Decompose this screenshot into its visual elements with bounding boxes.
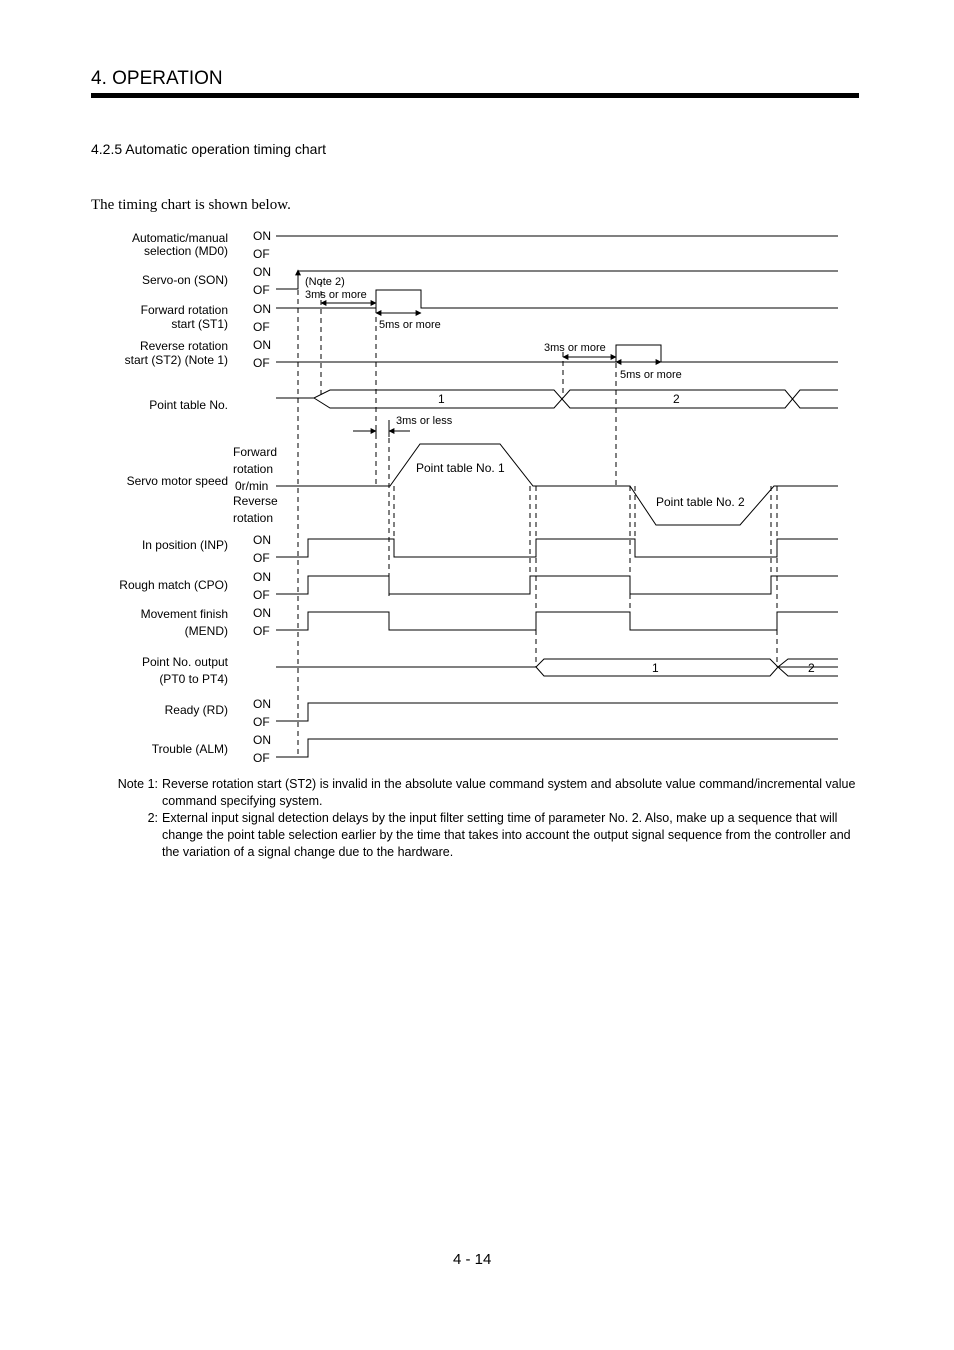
label-mend-line1: Movement finish xyxy=(140,607,228,621)
point-output-value-2: 2 xyxy=(808,661,815,675)
waveform-son xyxy=(276,271,838,289)
timing-3ms-less: 3ms or less xyxy=(396,415,453,427)
point-table-value-1: 1 xyxy=(438,392,445,406)
label-son: Servo-on (SON) xyxy=(141,273,228,287)
off-label-rd: OF xyxy=(253,715,270,729)
on-label-st2: ON xyxy=(253,338,271,352)
note-1-label: Note 1: xyxy=(117,777,158,791)
label-alm: Trouble (ALM) xyxy=(151,742,228,756)
waveform-rd xyxy=(276,703,838,721)
off-label-st1: OF xyxy=(253,320,270,334)
waveform-cpo xyxy=(276,576,838,594)
speed-forward-rotation-label: rotation xyxy=(233,462,274,476)
off-label-md0: OF xyxy=(253,247,270,261)
on-label-cpo: ON xyxy=(253,570,271,584)
timing-3ms-more-a: 3ms or more xyxy=(305,289,367,301)
speed-reverse-label: Reverse xyxy=(233,494,278,508)
timing-3ms-more-b: 3ms or more xyxy=(544,342,606,354)
section-title: 4.2.5 Automatic operation timing chart xyxy=(91,141,327,157)
off-label-cpo: OF xyxy=(253,588,270,602)
label-md0-line1: Automatic/manual xyxy=(131,231,228,245)
label-st1-line2: start (ST1) xyxy=(171,317,228,331)
on-label-mend: ON xyxy=(253,606,271,620)
waveform-inp xyxy=(276,539,838,557)
on-label-st1: ON xyxy=(253,302,271,316)
label-point-table: Point table No. xyxy=(149,398,228,412)
waveform-servo-speed xyxy=(276,444,838,525)
off-label-son: OF xyxy=(253,283,270,297)
on-label-md0: ON xyxy=(253,229,271,243)
on-label-rd: ON xyxy=(253,697,271,711)
point-output-value-1: 1 xyxy=(652,661,659,675)
label-st1-line1: Forward rotation xyxy=(140,303,228,317)
on-label-inp: ON xyxy=(253,533,271,547)
off-label-alm: OF xyxy=(253,751,270,765)
point-table-2-label: Point table No. 2 xyxy=(656,495,745,509)
on-label-alm: ON xyxy=(253,733,271,747)
off-label-inp: OF xyxy=(253,551,270,565)
speed-zero-label: 0r/min xyxy=(235,479,269,493)
chapter-header: 4. OPERATION xyxy=(91,68,223,89)
off-label-st2: OF xyxy=(253,356,270,370)
speed-forward-label: Forward xyxy=(233,445,278,459)
on-label-son: ON xyxy=(253,265,271,279)
note2-label: (Note 2) xyxy=(305,276,345,288)
speed-reverse-rotation-label: rotation xyxy=(233,511,274,525)
note-2 xyxy=(116,810,856,861)
page-number: 4 - 14 xyxy=(453,1251,492,1268)
note-2-label: 2: xyxy=(147,811,158,825)
label-mend-line2: (MEND) xyxy=(184,624,228,638)
notes xyxy=(116,776,856,861)
label-md0-line2: selection (MD0) xyxy=(143,244,228,258)
waveform-point-table-bus xyxy=(276,390,838,408)
waveform-mend xyxy=(276,612,838,630)
label-ptout-line1: Point No. output xyxy=(141,655,228,669)
note-1-text: Reverse rotation start (ST2) is invalid in the absolute value command system and absolute value command/incremental value command specifying system. xyxy=(162,777,856,808)
point-table-value-2: 2 xyxy=(673,392,680,406)
label-servo-speed: Servo motor speed xyxy=(126,474,228,488)
intro-text: The timing chart is shown below. xyxy=(91,197,291,213)
timing-5ms-more-b: 5ms or more xyxy=(620,369,682,381)
label-rd: Ready (RD) xyxy=(164,703,228,717)
label-st2-line2: start (ST2) (Note 1) xyxy=(124,353,228,367)
note-2-text: External input signal detection delays by the input filter setting time of parameter No. 2. Also, make up a sequence that will change the point table selection earlier by the time that takes into account the output signal sequence from the controller and the variation of a signal change due to the hardware. xyxy=(162,811,851,859)
label-ptout-line2: (PT0 to PT4) xyxy=(159,672,228,686)
label-inp: In position (INP) xyxy=(141,538,228,552)
label-st2-line1: Reverse rotation xyxy=(139,339,228,353)
waveform-alm xyxy=(276,739,838,757)
timing-5ms-more-a: 5ms or more xyxy=(379,319,441,331)
point-table-1-label: Point table No. 1 xyxy=(416,461,505,475)
note-1 xyxy=(116,776,856,810)
off-label-mend: OF xyxy=(253,624,270,638)
label-cpo: Rough match (CPO) xyxy=(119,578,228,592)
waveform-point-output-bus xyxy=(276,659,838,676)
